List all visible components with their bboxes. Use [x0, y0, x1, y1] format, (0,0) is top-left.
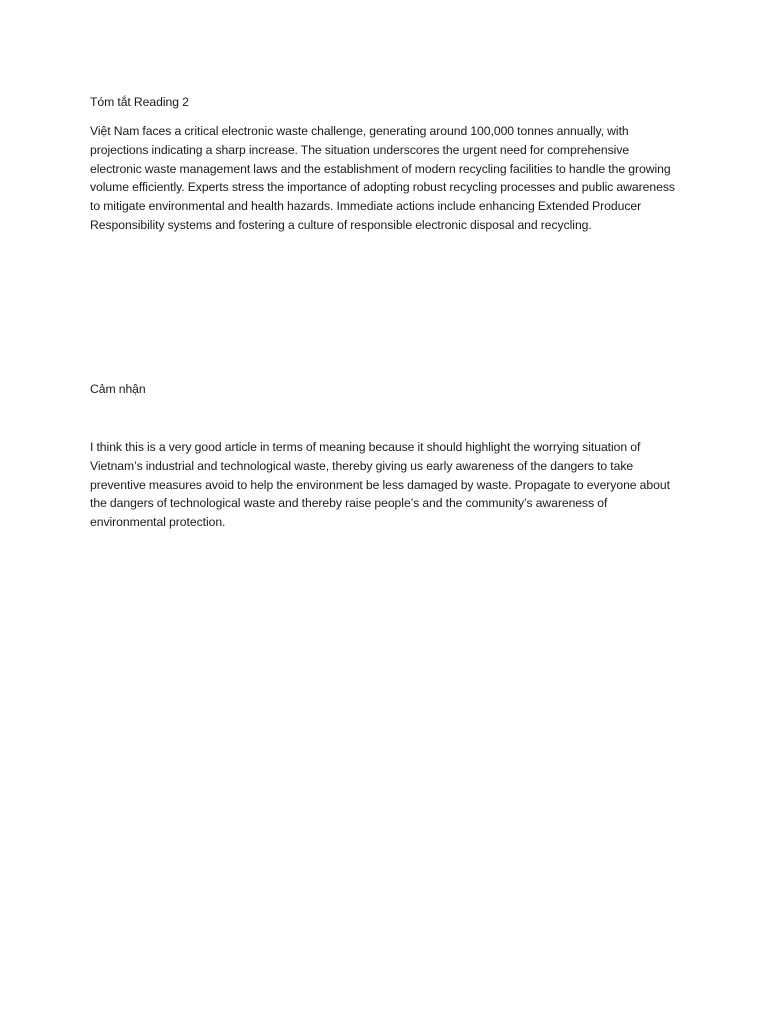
reflection-heading: Cảm nhận	[90, 382, 146, 396]
summary-paragraph: Việt Nam faces a critical electronic waste challenge, generating around 100,000 tonnes annually, with projections indicating a sharp increase. The situation underscores the urgent need for comprehensive electronic waste management laws and the establishment of modern recycling facilities to handle the growing volume efficiently. Experts stress the importance of adopting robust recycling processes and public awareness to mitigate environmental and health hazards. Immediate actions include enhancing Extended Producer Responsibility systems and fostering a culture of responsible electronic disposal and recycling.	[90, 124, 675, 232]
reflection-paragraph: I think this is a very good article in terms of meaning because it should highlight the worrying situation of Vietnam’s industrial and technological waste, thereby giving us early awareness of the dangers to take preventive measures avoid to help the environment be less damaged by waste. Propagate to everyone about the dangers of technological waste and thereby raise people’s and the community’s awareness of environmental protection.	[90, 440, 670, 530]
summary-heading: Tóm tắt Reading 2	[90, 95, 189, 109]
